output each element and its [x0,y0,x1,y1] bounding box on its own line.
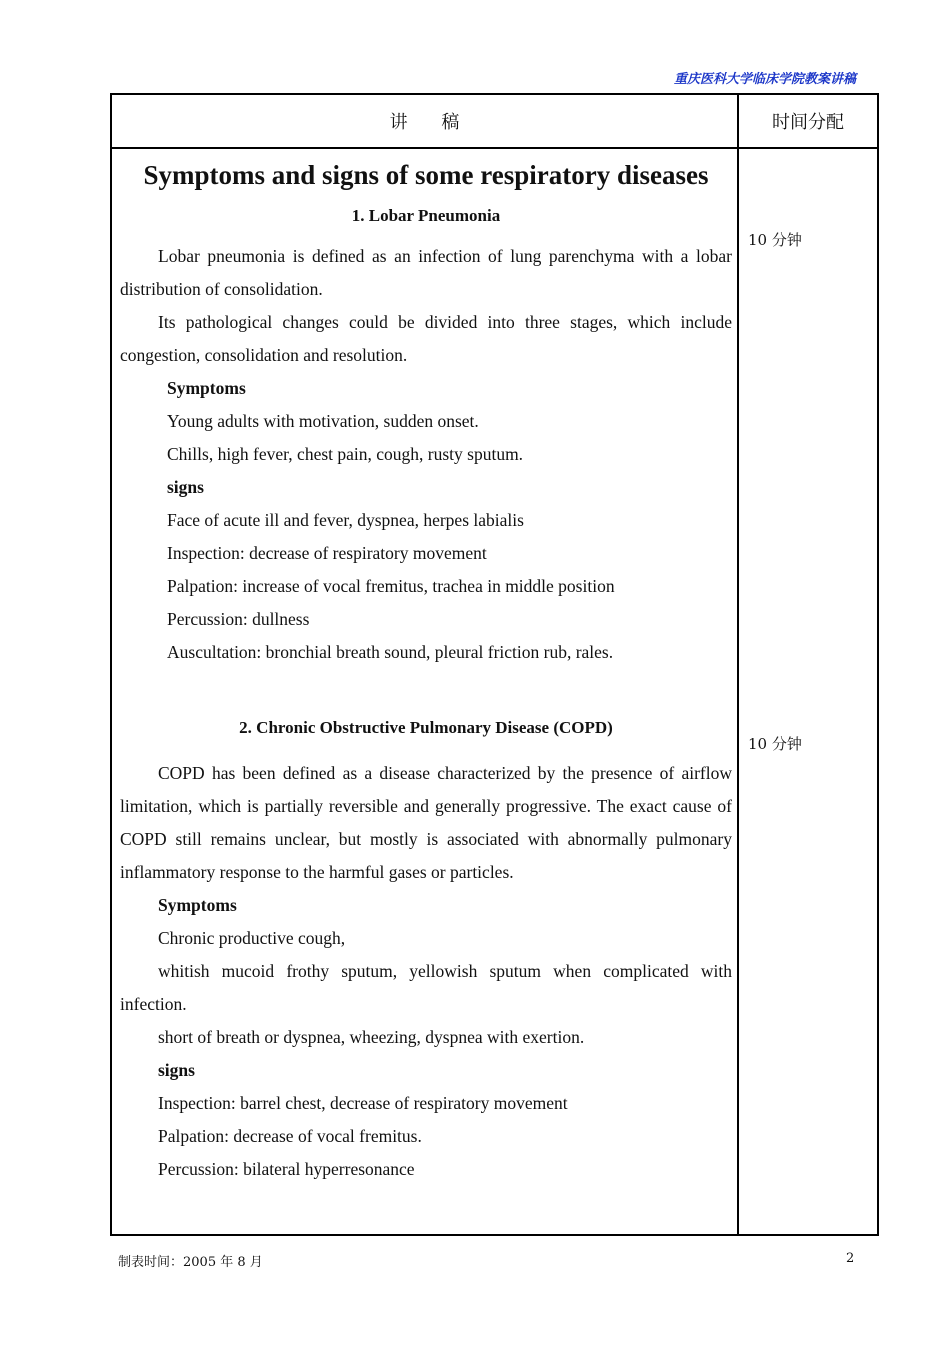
symptoms-label: Symptoms [158,895,237,915]
institution-header: 重庆医科大学临床学院教案讲稿 [673,72,856,87]
symptoms-label: Symptoms [167,378,246,398]
document-title: Symptoms and signs of some respiratory diseases [143,160,709,190]
list-item: Face of acute ill and fever, dyspnea, herpes labialis [167,510,524,530]
section-heading-lobar-pneumonia: 1. Lobar Pneumonia [351,206,501,225]
paragraph: Its pathological changes could be divided into three stages, which include congestion, consolidation and resolution. [120,312,732,365]
time-allocation: 10 分钟 [748,735,802,753]
list-item: Palpation: increase of vocal fremitus, trachea in middle position [167,576,615,596]
list-item: Percussion: bilateral hyperresonance [158,1159,415,1179]
signs-label: signs [158,1060,195,1080]
header-row-divider [112,147,877,149]
list-item: Chills, high fever, chest pain, cough, rusty sputum. [167,444,524,464]
list-item: Chronic productive cough, [158,928,346,948]
section-heading-copd: 2. Chronic Obstructive Pulmonary Disease (COPD) [239,718,613,737]
list-item: Young adults with motivation, sudden onset. [167,411,479,431]
footer-date: 制表时间：2005 年 8 月 [118,1255,263,1270]
list-item: Auscultation: bronchial breath sound, pleural friction rub, rales. [167,642,614,662]
paragraph: COPD has been defined as a disease characterized by the presence of airflow limitation, which is partially reversible and generally progressive. The exact cause of COPD still remains unclear, but mostly is associated with abnormally pulmonary inflammatory response to the harmful gases or particles. [120,763,732,882]
list-item: Palpation: decrease of vocal fremitus. [158,1126,422,1146]
column-header-lecture: 讲 稿 [389,112,474,133]
paragraph: Lobar pneumonia is defined as an infection of lung parenchyma with a lobar distribution of consolidation. [120,246,732,299]
page-number: 2 [846,1251,855,1266]
list-item: Inspection: barrel chest, decrease of respiratory movement [158,1093,568,1113]
signs-label: signs [167,477,204,497]
list-item: whitish mucoid frothy sputum, yellowish sputum when complicated with infection. [120,961,732,1014]
time-allocation: 10 分钟 [748,231,802,249]
list-item: short of breath or dyspnea, wheezing, dyspnea with exertion. [158,1027,585,1047]
lecture-table [110,93,879,1236]
column-divider [737,95,739,1234]
lecture-content [120,151,732,1186]
list-item: Percussion: dullness [167,609,310,629]
list-item: Inspection: decrease of respiratory movement [167,543,487,563]
column-header-time: 时间分配 [772,112,844,133]
